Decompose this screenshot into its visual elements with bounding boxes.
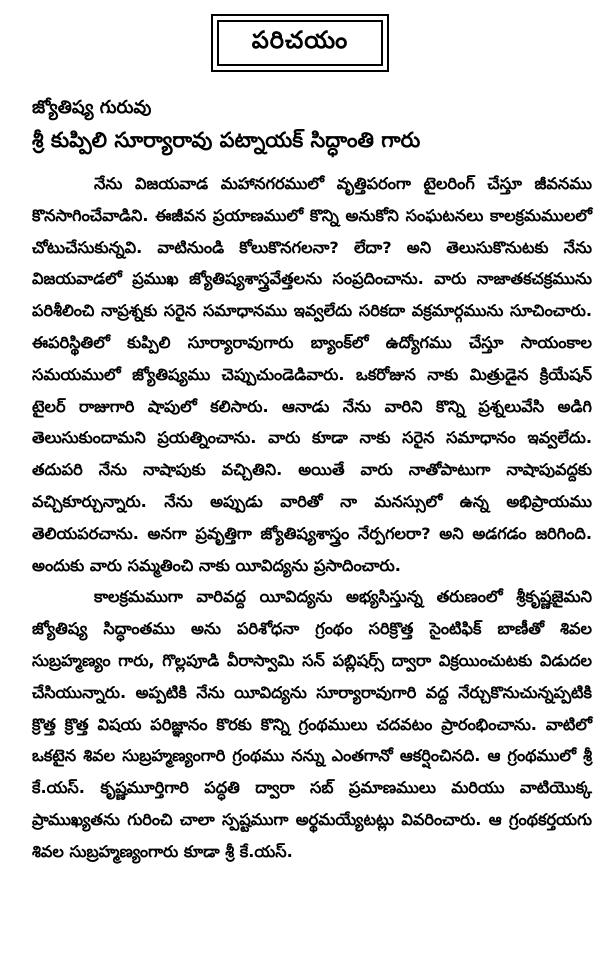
author-role: జ్యోతిష్య గురువు: [32, 97, 152, 118]
author-name: శ్రీ కుప్పిలి సూర్యారావు పట్నాయక్ సిద్ధాంతి గారు: [32, 128, 421, 152]
paragraph-1: నేను విజయవాడ మహానగరములో వృత్తిపరంగా టైలరింగ్ చేస్తూ జీవనము కొనసాగించేవాడిని. ఈజీవన ప్రయాణములో కొన్ని అనుకోని సంఘటనలు కాలక్రమములలో చోటుచేసుకున్నవి. వాటినుండి కోలుకొనగలనా? లేదా? అని తెలుసుకొనుటకు నేను విజయవాడలో ప్రముఖ జ్యోతిష్యశాస్త్రవేత్తలను సంప్రదించాను. వారు నాజాతకచక్రమును పరిశీలించి నాప్రశ్నకు సరైన సమాధానము ఇవ్వలేదు సరికదా వక్రమార్గమును సూచించారు. ఈపరిస్థితిలో కుప్పిలి సూర్యారావుగారు బ్యాంక్‌లో ఉద్యోగము చేస్తూ సాయంకాల సమయములో జ్యోతిష్యము చెప్పుచుండెడివారు. ఒకరోజున నాకు మిత్రుడైన క్రియేషన్ టైలర్ రాజుగారి షాపులో కలిసారు. ఆనాడు నేను వారిని కొన్ని ప్రశ్నలువేసి అడిగి తెలుసుకుందామని ప్రయత్నించాను. వారు కూడా నాకు సరైన సమాధానం ఇవ్వలేదు. తదుపరి నేను నాషాపుకు వచ్చితిని. అయితే వారు నాతోపాటుగా నాషాపువద్దకు వచ్చికూర్చున్నారు. నేను అప్పుడు వారితో నా మనస్సులో ఉన్న అభిప్రాయము తెలియపరచాను. అనగా ప్రవృత్తిగా జ్యోతిష్యశాస్త్రం నేర్పగలరా? అని అడగడం జరిగింది. అందుకు వారు సమ్మతించి నాకు యీవిద్యను ప్రసాదించారు.: [32, 174, 592, 575]
body-text: [32, 168, 592, 868]
title-box: [211, 14, 389, 72]
paragraph-2: కాలక్రమముగా వారివద్ద యీవిద్యను అభ్యసిస్తున్న తరుణంలో శ్రీకృష్ణజైమని జ్యోతిష్య సిద్ధాంతము అను పరిశోధనా గ్రంథం సరిక్రొత్త సైంటిఫిక్ బాణీతో శివల సుబ్రహ్మణ్యం గారు, గొల్లపూడి వీరాస్వామి సన్ పబ్లిషర్స్ ద్వారా విక్రయించుటకు విడుదల చేసియున్నారు. అప్పటికి నేను యీవిద్యను సూర్యారావుగారి వద్ద నేర్చుకొనుచున్నప్పటికి క్రొత్త క్రొత్త విషయ పరిజ్ఞానం కొరకు కొన్ని గ్రంథములు చదవటం ప్రారంభించాను. వాటిలో ఒకటైన శివల సుబ్రహ్మణ్యంగారి గ్రంథము నన్ను ఎంతగానో ఆకర్షించినది. ఆ గ్రంథములో శ్రీ కే.యస్. కృష్ణమూర్తిగారి పద్ధతి ద్వారా సబ్ ప్రమాణములు మరియు వాటియొక్క ప్రాముఖ్యతను గురించి చాలా స్పష్టముగా అర్థమయ్యేటట్లు వివరించారు. ఆ గ్రంథకర్తయగు శివల సుబ్రహ్మణ్యంగారు కూడా శ్రీ కే.యస్.: [32, 587, 592, 861]
author-block: [32, 92, 420, 156]
page-title: పరిచయం: [217, 20, 383, 66]
